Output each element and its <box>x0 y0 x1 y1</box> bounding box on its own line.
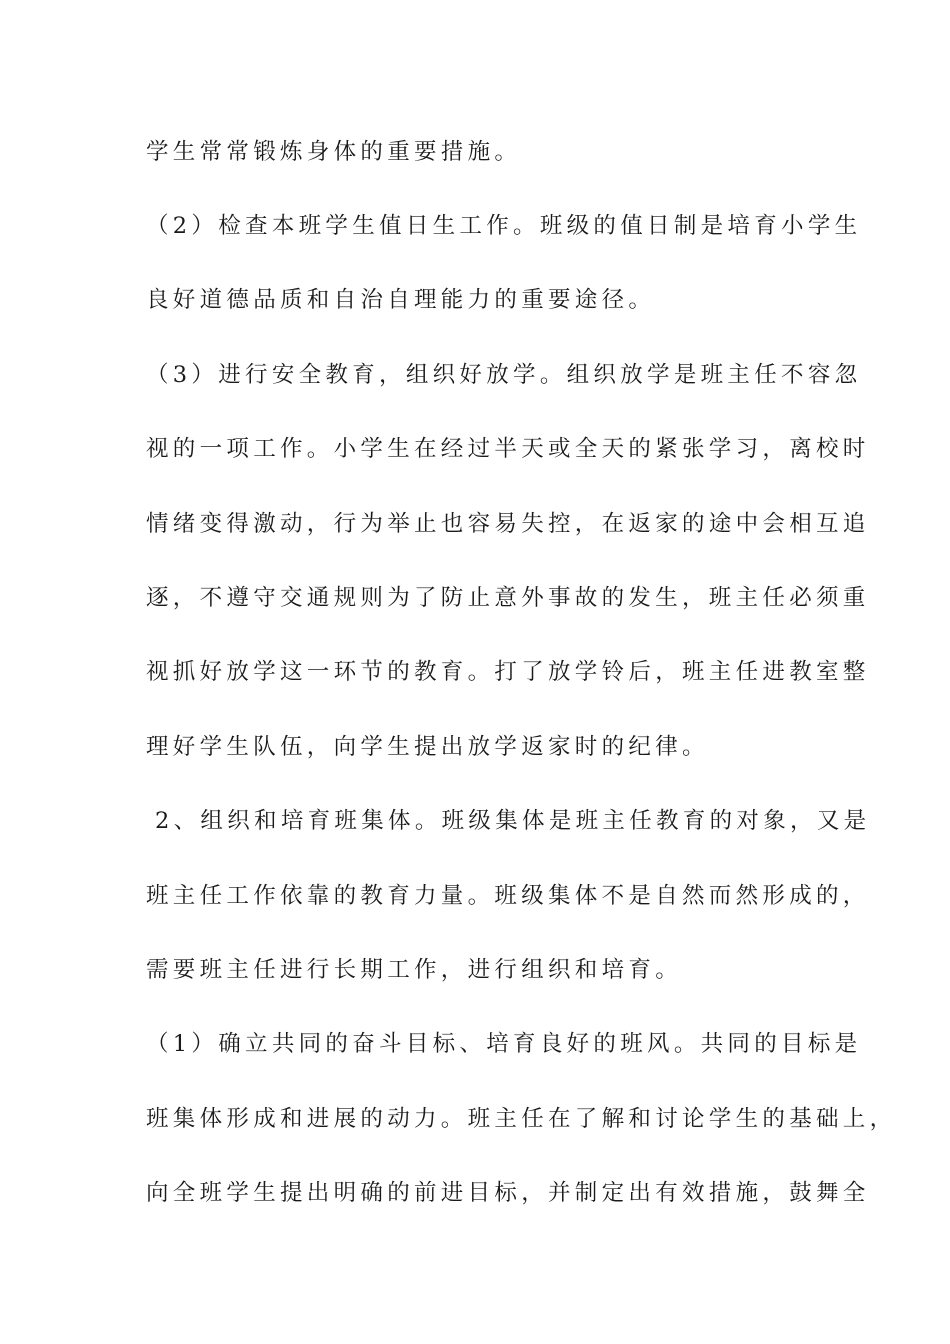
text-line: 班集体形成和进展的动力。班主任在了解和讨论学生的基础上， <box>146 1106 897 1132</box>
text-line: （2）检查本班学生值日生工作。班级的值日制是培育小学生 <box>146 213 862 239</box>
text-line: 情绪变得激动，行为举止也容易失控，在返家的途中会相互追 <box>146 511 870 537</box>
text-line: （3）进行安全教育，组织好放学。组织放学是班主任不容忽 <box>146 362 862 388</box>
text-line: （1）确立共同的奋斗目标、培育良好的班风。共同的目标是 <box>146 1031 862 1057</box>
text-line: 2、组织和培育班集体。班级集体是班主任教育的对象，又是 <box>155 808 871 834</box>
text-line: 学生常常锻炼身体的重要措施。 <box>146 139 522 165</box>
text-line: 视的一项工作。小学生在经过半天或全天的紧张学习，离校时 <box>146 436 870 462</box>
text-line: 视抓好放学这一环节的教育。打了放学铃后，班主任进教室整 <box>146 659 870 685</box>
text-line: 向全班学生提出明确的前进目标，并制定出有效措施，鼓舞全 <box>146 1180 870 1206</box>
text-line: 良好道德品质和自治自理能力的重要途径。 <box>146 287 656 313</box>
text-line: 逐，不遵守交通规则为了防止意外事故的发生，班主任必须重 <box>146 585 870 611</box>
text-line: 需要班主任进行长期工作，进行组织和培育。 <box>146 957 683 983</box>
text-line: 班主任工作依靠的教育力量。班级集体不是自然而然形成的， <box>146 883 870 909</box>
text-line: 理好学生队伍，向学生提出放学返家时的纪律。 <box>146 734 709 760</box>
